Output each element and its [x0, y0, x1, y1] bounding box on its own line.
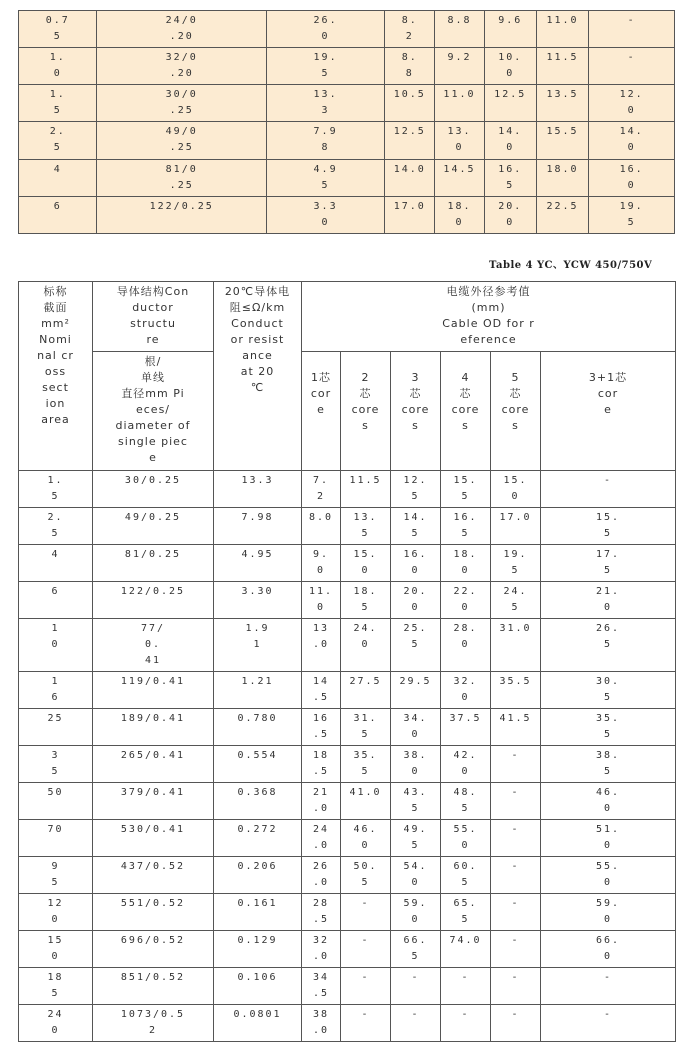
- table-cell: -: [441, 968, 491, 1005]
- table-row: [19, 122, 675, 159]
- table-cell: 51. 0: [541, 820, 676, 857]
- table-cell: 70: [19, 820, 93, 857]
- table-cell: 11.0: [435, 85, 484, 122]
- table-cell: 77/ 0. 41: [93, 619, 214, 672]
- table-cell: 3.3 0: [266, 196, 384, 233]
- table-cell: -: [391, 968, 441, 1005]
- table-cell: 4.95: [214, 545, 302, 582]
- table-cell: 13. 0: [435, 122, 484, 159]
- table-cell: 16. 5: [441, 508, 491, 545]
- table-row: [19, 471, 676, 508]
- table-cell: 34 .5: [302, 968, 341, 1005]
- table-cell: 18.0: [536, 159, 588, 196]
- table-cell: 22.5: [536, 196, 588, 233]
- table-cell: 189/0.41: [93, 709, 214, 746]
- header-conductor-resistance: 20℃导体电 阻≤Ω/km Conduct or resist ance at 20 ℃: [214, 282, 302, 471]
- table-cell: 19. 5: [589, 196, 675, 233]
- table-cell: 17.0: [385, 196, 435, 233]
- table-cell: -: [589, 48, 675, 85]
- table-cell: -: [341, 1005, 391, 1042]
- table-cell: 8. 8: [385, 48, 435, 85]
- table-cell: 18. 0: [441, 545, 491, 582]
- table-cell: 30. 5: [541, 672, 676, 709]
- table-cell: 11. 0: [302, 582, 341, 619]
- main-cable-table: [18, 281, 676, 1042]
- table-cell: 31.0: [491, 619, 541, 672]
- table-cell: -: [589, 11, 675, 48]
- table-cell: 26. 5: [541, 619, 676, 672]
- table-cell: 16 .5: [302, 709, 341, 746]
- table-cell: 0.106: [214, 968, 302, 1005]
- header-conductor-structure: 导体结构Con ductor structu re: [93, 282, 214, 352]
- table-cell: 551/0.52: [93, 894, 214, 931]
- table-cell: 24/0 .20: [97, 11, 266, 48]
- header-nominal-area: 标称 截面 mm² Nomi nal cr oss sect ion area: [19, 282, 93, 471]
- table-cell: 27.5: [341, 672, 391, 709]
- table-cell: 4: [19, 159, 97, 196]
- table-cell: 0.554: [214, 746, 302, 783]
- table-cell: -: [491, 931, 541, 968]
- table-cell: -: [441, 1005, 491, 1042]
- table-cell: 12. 5: [391, 471, 441, 508]
- table-cell: 32/0 .20: [97, 48, 266, 85]
- table-cell: 14.0: [385, 159, 435, 196]
- table-cell: 530/0.41: [93, 820, 214, 857]
- table-cell: 13 .0: [302, 619, 341, 672]
- table-cell: 6: [19, 196, 97, 233]
- header-2-cores: 2 芯 core s: [341, 352, 391, 471]
- table-cell: 12. 0: [589, 85, 675, 122]
- table-cell: 74.0: [441, 931, 491, 968]
- table-cell: 0.7 5: [19, 11, 97, 48]
- table-cell: 4.9 5: [266, 159, 384, 196]
- table-cell: 16. 0: [589, 159, 675, 196]
- table-cell: 26 .0: [302, 857, 341, 894]
- table-cell: 851/0.52: [93, 968, 214, 1005]
- table-cell: 1 6: [19, 672, 93, 709]
- table-cell: 29.5: [391, 672, 441, 709]
- table-cell: 13.5: [536, 85, 588, 122]
- table-cell: 59. 0: [541, 894, 676, 931]
- table-cell: 9 5: [19, 857, 93, 894]
- table-cell: 0.368: [214, 783, 302, 820]
- table-cell: 15 0: [19, 931, 93, 968]
- table-cell: 0.272: [214, 820, 302, 857]
- table-cell: 25. 5: [391, 619, 441, 672]
- table-cell: 3.30: [214, 582, 302, 619]
- table-cell: 0.129: [214, 931, 302, 968]
- table-cell: 18. 5: [341, 582, 391, 619]
- table-cell: 3 5: [19, 746, 93, 783]
- table-cell: 8. 2: [385, 11, 435, 48]
- table-cell: 31. 5: [341, 709, 391, 746]
- table-cell: 35.5: [491, 672, 541, 709]
- table-cell: 38 .0: [302, 1005, 341, 1042]
- table-cell: 81/0.25: [93, 545, 214, 582]
- table-cell: 15.5: [536, 122, 588, 159]
- table-cell: 1 0: [19, 619, 93, 672]
- header-row-2: [19, 352, 676, 471]
- table-cell: 46. 0: [541, 783, 676, 820]
- header-cable-od: 电缆外径参考值 (mm) Cable OD for r eference: [302, 282, 676, 352]
- table-cell: -: [541, 471, 676, 508]
- table-cell: 49/0 .25: [97, 122, 266, 159]
- top-cable-table: [18, 10, 675, 234]
- table-cell: 15. 0: [341, 545, 391, 582]
- table-row: [19, 48, 675, 85]
- table-cell: 1073/0.5 2: [93, 1005, 214, 1042]
- table-row: [19, 783, 676, 820]
- table-cell: -: [491, 894, 541, 931]
- table-cell: 18. 0: [435, 196, 484, 233]
- header-3-cores: 3 芯 core s: [391, 352, 441, 471]
- table-cell: 28. 0: [441, 619, 491, 672]
- table-cell: 24. 5: [491, 582, 541, 619]
- table-cell: 15. 0: [491, 471, 541, 508]
- table-row: [19, 857, 676, 894]
- table-cell: 0.0801: [214, 1005, 302, 1042]
- table-cell: 1. 5: [19, 471, 93, 508]
- table-cell: 66. 0: [541, 931, 676, 968]
- table-cell: 37.5: [441, 709, 491, 746]
- table-cell: 0.206: [214, 857, 302, 894]
- table-cell: -: [491, 1005, 541, 1042]
- table-cell: 0.161: [214, 894, 302, 931]
- table-row: [19, 545, 676, 582]
- table-cell: 0.780: [214, 709, 302, 746]
- table-cell: 122/0.25: [97, 196, 266, 233]
- header-row-1: [19, 282, 676, 352]
- table-cell: -: [491, 783, 541, 820]
- table-row: [19, 672, 676, 709]
- table-cell: 7.9 8: [266, 122, 384, 159]
- table-cell: 32. 0: [441, 672, 491, 709]
- table-caption: Table 4 YC、YCW 450/750V: [489, 260, 653, 271]
- table-row: [19, 1005, 676, 1042]
- table-cell: -: [541, 1005, 676, 1042]
- table-cell: 437/0.52: [93, 857, 214, 894]
- table-cell: 14. 5: [391, 508, 441, 545]
- table-cell: 11.5: [341, 471, 391, 508]
- table-cell: 18 5: [19, 968, 93, 1005]
- header-1-core: 1芯 cor e: [302, 352, 341, 471]
- table-cell: 41.0: [341, 783, 391, 820]
- table-cell: -: [491, 968, 541, 1005]
- table-cell: 11.5: [536, 48, 588, 85]
- table-cell: 265/0.41: [93, 746, 214, 783]
- table-cell: 30/0 .25: [97, 85, 266, 122]
- table-cell: 21. 0: [541, 582, 676, 619]
- header-5-cores: 5 芯 core s: [491, 352, 541, 471]
- table-cell: 20. 0: [484, 196, 536, 233]
- table-cell: 19. 5: [266, 48, 384, 85]
- table-cell: 119/0.41: [93, 672, 214, 709]
- table-cell: 4: [19, 545, 93, 582]
- table-cell: 1.21: [214, 672, 302, 709]
- table-cell: 379/0.41: [93, 783, 214, 820]
- table-row: [19, 931, 676, 968]
- table-cell: 24. 0: [341, 619, 391, 672]
- table-cell: 8.0: [302, 508, 341, 545]
- table-cell: 59. 0: [391, 894, 441, 931]
- table-row: [19, 159, 675, 196]
- main-table-body: [19, 471, 676, 1042]
- table-cell: 12.5: [385, 122, 435, 159]
- table-cell: -: [491, 746, 541, 783]
- table-cell: 9.6: [484, 11, 536, 48]
- table-cell: -: [341, 931, 391, 968]
- table-cell: 8.8: [435, 11, 484, 48]
- table-cell: 43. 5: [391, 783, 441, 820]
- table-cell: 49. 5: [391, 820, 441, 857]
- table-cell: 14. 0: [484, 122, 536, 159]
- table-cell: 14. 0: [589, 122, 675, 159]
- table-cell: -: [491, 820, 541, 857]
- table-cell: 12 0: [19, 894, 93, 931]
- table-cell: 1. 5: [19, 85, 97, 122]
- table-cell: 35. 5: [541, 709, 676, 746]
- table-row: [19, 11, 675, 48]
- table-cell: -: [491, 857, 541, 894]
- header-strands-diameter: 根/ 单线 直径mm Pi eces/ diameter of single piec e: [93, 352, 214, 471]
- table-cell: 34. 0: [391, 709, 441, 746]
- table-cell: 35. 5: [341, 746, 391, 783]
- table-cell: 32 .0: [302, 931, 341, 968]
- table-cell: 19. 5: [491, 545, 541, 582]
- table-row: [19, 196, 675, 233]
- table-cell: 10.5: [385, 85, 435, 122]
- table-row: [19, 894, 676, 931]
- table-cell: 11.0: [536, 11, 588, 48]
- table-cell: 14.5: [435, 159, 484, 196]
- table-cell: 46. 0: [341, 820, 391, 857]
- table-row: [19, 85, 675, 122]
- table-cell: 12.5: [484, 85, 536, 122]
- table-cell: 10. 0: [484, 48, 536, 85]
- table-row: [19, 582, 676, 619]
- table-cell: 18 .5: [302, 746, 341, 783]
- table-cell: 65. 5: [441, 894, 491, 931]
- table-row: [19, 619, 676, 672]
- table-row: [19, 709, 676, 746]
- table-cell: 50: [19, 783, 93, 820]
- table-cell: 17. 5: [541, 545, 676, 582]
- table-cell: 17.0: [491, 508, 541, 545]
- table-cell: 16. 5: [484, 159, 536, 196]
- table-cell: 24 0: [19, 1005, 93, 1042]
- table-cell: 25: [19, 709, 93, 746]
- table-cell: 48. 5: [441, 783, 491, 820]
- table-cell: 1.9 1: [214, 619, 302, 672]
- table-cell: 24 .0: [302, 820, 341, 857]
- table-cell: -: [541, 968, 676, 1005]
- table-cell: 26. 0: [266, 11, 384, 48]
- table-cell: 66. 5: [391, 931, 441, 968]
- table-cell: 55. 0: [441, 820, 491, 857]
- table-cell: 6: [19, 582, 93, 619]
- table-cell: -: [341, 968, 391, 1005]
- table-cell: 7.98: [214, 508, 302, 545]
- table-cell: 15. 5: [541, 508, 676, 545]
- table-cell: 7. 2: [302, 471, 341, 508]
- table-row: [19, 968, 676, 1005]
- table-cell: 9. 0: [302, 545, 341, 582]
- table-row: [19, 508, 676, 545]
- header-4-cores: 4 芯 core s: [441, 352, 491, 471]
- table-cell: 2. 5: [19, 122, 97, 159]
- table-cell: 16. 0: [391, 545, 441, 582]
- table-cell: 9.2: [435, 48, 484, 85]
- table-row: [19, 820, 676, 857]
- header-3plus1-cores: 3+1芯 cor e: [541, 352, 676, 471]
- table-cell: 49/0.25: [93, 508, 214, 545]
- table-cell: 42. 0: [441, 746, 491, 783]
- table-cell: 30/0.25: [93, 471, 214, 508]
- table-cell: 81/0 .25: [97, 159, 266, 196]
- table-cell: 28 .5: [302, 894, 341, 931]
- table-cell: 21 .0: [302, 783, 341, 820]
- table-cell: 54. 0: [391, 857, 441, 894]
- table-cell: 1. 0: [19, 48, 97, 85]
- table-row: [19, 746, 676, 783]
- table-cell: 38. 5: [541, 746, 676, 783]
- table-cell: 13. 5: [341, 508, 391, 545]
- table-cell: 22. 0: [441, 582, 491, 619]
- table-cell: 41.5: [491, 709, 541, 746]
- table-cell: 13.3: [214, 471, 302, 508]
- table-cell: 2. 5: [19, 508, 93, 545]
- table-cell: 14 .5: [302, 672, 341, 709]
- table-cell: 696/0.52: [93, 931, 214, 968]
- table-cell: 50. 5: [341, 857, 391, 894]
- table-cell: 55. 0: [541, 857, 676, 894]
- table-cell: 60. 5: [441, 857, 491, 894]
- table-cell: -: [391, 1005, 441, 1042]
- table-cell: 13. 3: [266, 85, 384, 122]
- table-cell: 15. 5: [441, 471, 491, 508]
- top-table-body: [19, 11, 675, 234]
- table-cell: -: [341, 894, 391, 931]
- table-cell: 122/0.25: [93, 582, 214, 619]
- table-cell: 20. 0: [391, 582, 441, 619]
- table-cell: 38. 0: [391, 746, 441, 783]
